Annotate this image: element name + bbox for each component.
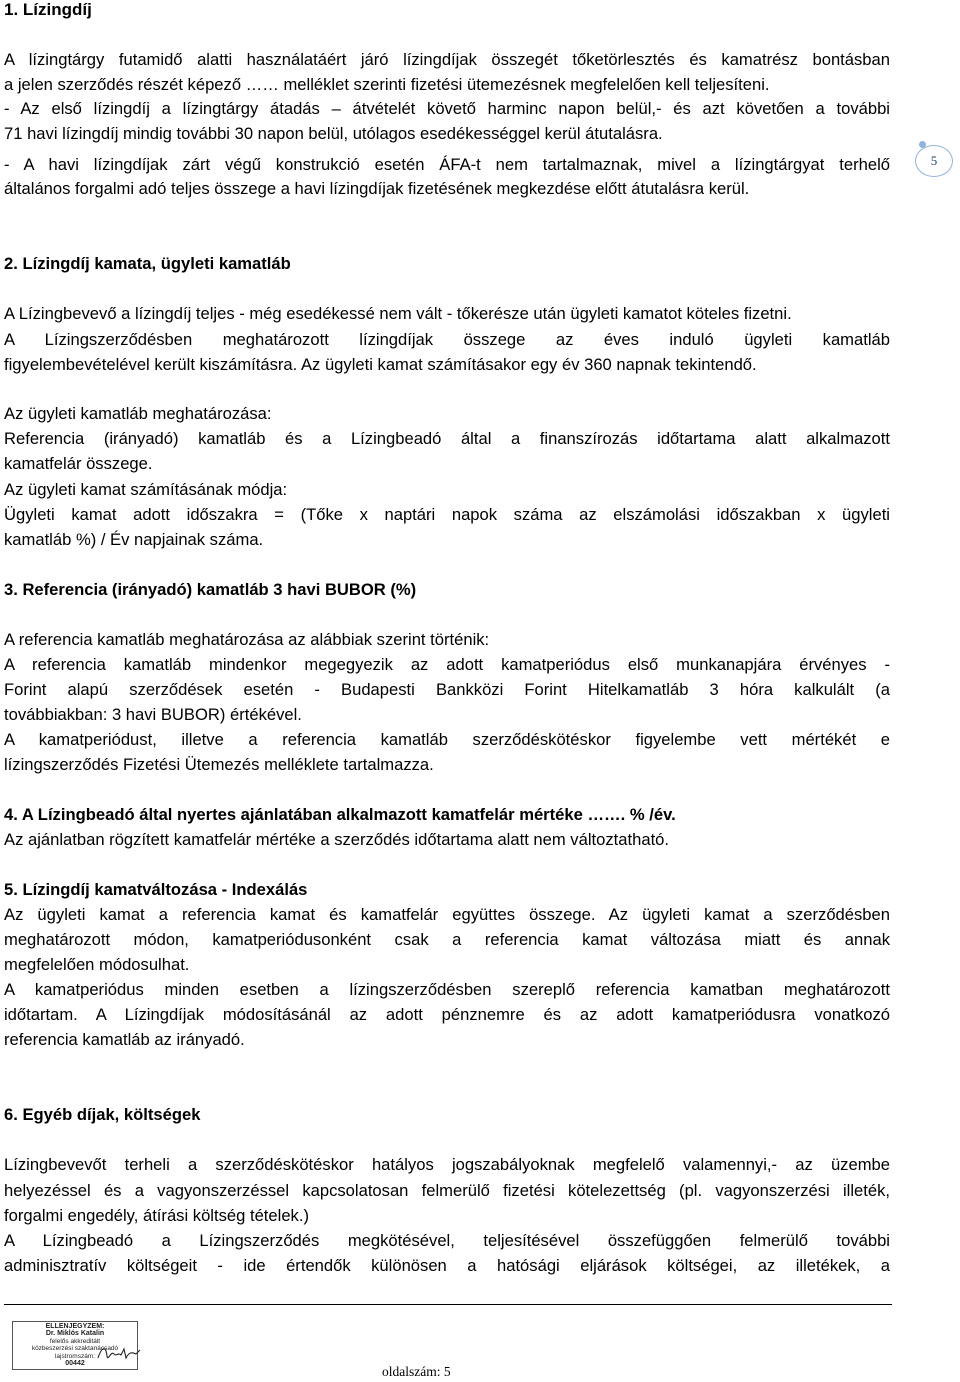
page-number-badge: 5	[915, 145, 953, 177]
paragraph-line: Ügyleti kamat adott időszakra = (Tőke x naptári napok száma az elszámolási időszakban x ügyleti	[4, 505, 890, 524]
paragraph-line: A kamatperiódust, illetve a referencia kamatláb szerződéskötéskor figyelembe vett mértékét e	[4, 730, 890, 749]
section-3-heading: 3. Referencia (irányadó) kamatláb 3 havi BUBOR (%)	[4, 580, 417, 599]
stamp-line: 00442	[65, 1360, 85, 1368]
paragraph-line: forgalmi engedély, átírási költség tételek.)	[4, 1206, 309, 1225]
paragraph-line: A referencia kamatláb mindenkor megegyezik az adott kamatperiódus első munkanapjára érvényes -	[4, 655, 890, 674]
paragraph-line: megfelelően módosulhat.	[4, 955, 190, 974]
paragraph-line: A Lízingbevevő a lízingdíj teljes - még esedékessé nem vált - tőkerésze után ügyleti kamatot köteles fizetni.	[4, 304, 792, 323]
paragraph-line: A referencia kamatláb meghatározása az alábbiak szerint történik:	[4, 630, 490, 649]
paragraph-line: A kamatperiódus minden esetben a lízingszerződésben szereplő referencia kamatban meghatározott	[4, 980, 890, 999]
paragraph-line: 71 havi lízingdíj mindig további 30 napon belül, utólagos esedékességgel kerül átutalásra.	[4, 124, 663, 143]
paragraph-line: általános forgalmi adó teljes összege a havi lízingdíjak fizetésének megkezdése előtt átutalásra kerül.	[4, 179, 750, 198]
paragraph-line: helyezéssel és a vagyonszerzéssel kapcsolatosan felmerülő fizetési kötelezettség (pl. vagyonszerzési illeték,	[4, 1181, 890, 1200]
stamp-line: felelős akkreditált	[49, 1337, 101, 1345]
paragraph-line: Az ajánlatban rögzített kamatfelár mértéke a szerződés időtartama alatt nem változtatható.	[4, 830, 670, 849]
stamp-line: Dr. Miklós Katalin	[45, 1330, 105, 1338]
paragraph-line: figyelembevételével került kiszámításra. Az ügyleti kamat számításakor egy év 360 napnak tekintendő.	[4, 355, 757, 374]
stamp-line: lajstromszám:	[54, 1352, 96, 1360]
section-5-heading: 5. Lízingdíj kamatváltozása - Indexálás	[4, 880, 308, 899]
paragraph-line: A lízingtárgy futamidő alatti használatáért járó lízingdíjak összegét tőketörlesztés és kamatrész bontásban	[4, 50, 890, 69]
section-2-heading: 2. Lízingdíj kamata, ügyleti kamatláb	[4, 254, 291, 273]
paragraph-line: Az ügyleti kamat a referencia kamat és kamatfelár együttes összege. Az ügyleti kamat a szerződésben	[4, 905, 890, 924]
paragraph-line: a jelen szerződés részét képező …… melléklet szerinti fizetési ütemezésnek megfelelően kell teljesíteni.	[4, 75, 770, 94]
section-4-heading: 4. A Lízingbeadó által nyertes ajánlatában alkalmazott kamatfelár mértéke ……. % /év.	[4, 805, 676, 824]
paragraph-line: A Lízingszerződésben meghatározott lízingdíjak összege az éves induló ügyleti kamatláb	[4, 330, 890, 349]
stamp-line: ELLENJEGYZEM:	[45, 1323, 105, 1330]
paragraph-line: lízingszerződés Fizetési Ütemezés melléklete tartalmazza.	[4, 755, 434, 774]
paragraph-line: Az ügyleti kamat számításának módja:	[4, 480, 288, 499]
signature-icon	[96, 1340, 142, 1366]
paragraph-line: Forint alapú szerződések esetén - Budapesti Bankközi Forint Hitelkamatláb 3 hóra kalkulált (a	[4, 680, 890, 699]
stamp-line: közbeszerzési szaktanácsadó	[31, 1345, 119, 1353]
paragraph-line: adminisztratív költségeit - ide értendők különösen a hatósági eljárások költségei, az illetékek, a	[4, 1256, 890, 1275]
section-6-heading: 6. Egyéb díjak, költségek	[4, 1105, 201, 1124]
paragraph-line: meghatározott módon, kamatperiódusonként csak a referencia kamat változása miatt és annak	[4, 930, 890, 949]
paragraph-line: kamatfelár összege.	[4, 454, 153, 473]
paragraph-line: referencia kamatláb az irányadó.	[4, 1030, 245, 1049]
page-footer-number: oldalszám: 5	[382, 1364, 451, 1379]
paragraph-line: Referencia (irányadó) kamatláb és a Lízingbeadó által a finanszírozás időtartama alatt alkalmazott	[4, 429, 890, 448]
paragraph-line: Az ügyleti kamatláb meghatározása:	[4, 404, 272, 423]
paragraph-line: időtartam. A Lízingdíjak módosításánál az adott pénznemre és az adott kamatperiódusra vonatkozó	[4, 1005, 890, 1024]
paragraph-line: kamatláb %) / Év napjainak száma.	[4, 530, 264, 549]
section-1-heading: 1. Lízingdíj	[4, 0, 92, 19]
paragraph-line: továbbiakban: 3 havi BUBOR) értékével.	[4, 705, 302, 724]
paragraph-line: - A havi lízingdíjak zárt végű konstrukció esetén ÁFA-t nem tartalmaznak, mivel a lízingtárgyat terhelő	[4, 155, 890, 174]
footer-divider	[4, 1304, 892, 1305]
paragraph-line: A Lízingbeadó a Lízingszerződés megkötésével, teljesítésével összefüggően felmerülő további	[4, 1231, 890, 1250]
paragraph-line: - Az első lízingdíj a lízingtárgy átadás – átvételét követő harminc napon belül,- és azt követően a további	[4, 99, 890, 118]
paragraph-line: Lízingbevevőt terheli a szerződéskötéskor hatályos jogszabályoknak megfelelő valamennyi,- az üzembe	[4, 1155, 890, 1174]
